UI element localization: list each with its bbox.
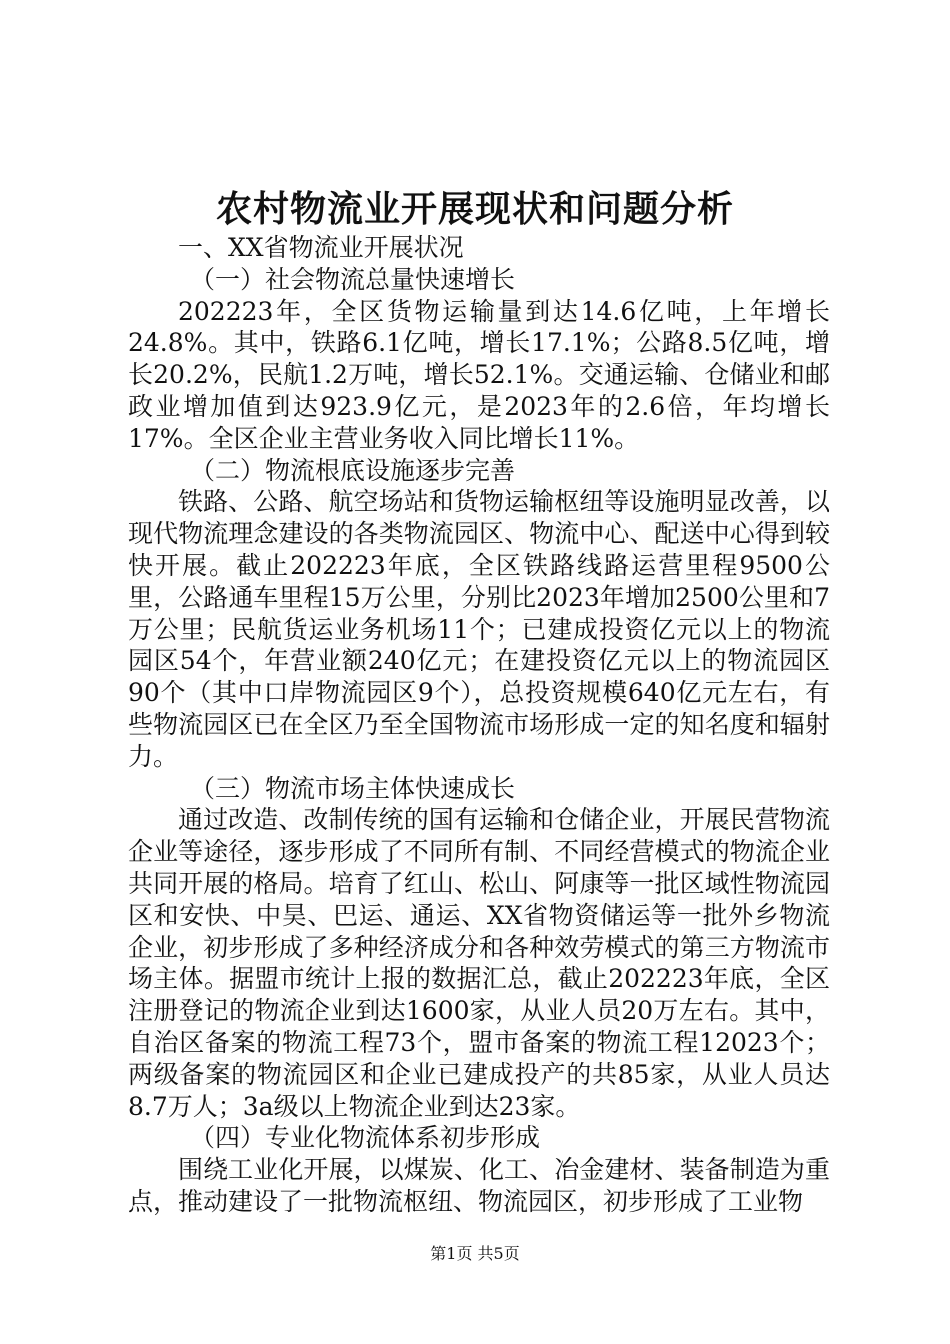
subsection-heading-1: （一）社会物流总量快速增长 xyxy=(190,264,516,294)
section-heading-1: 一、XX省物流业开展状况 xyxy=(178,233,464,262)
document-body xyxy=(128,232,830,1218)
subsection-heading-2: （二）物流根底设施逐步完善 xyxy=(190,455,516,485)
paragraph-3: 通过改造、改制传统的国有运输和仓储企业，开展民营物流企业等途径，逐步形成了不同所有制、不同经营模式的物流企业共同开展的格局。培育了红山、松山、阿康等一批区域性物流园区和安快、中昊、巴运、通运、XX省物资储运等一批外乡物流企业，初步形成了多种经济成分和各种效劳模式的第三方物流市场主体。据盟市统计上报的数据汇总，截止202223年底，全区注册登记的物流企业到达1600家，从业人员20万左右。其中，自治区备案的物流工程73个，盟市备案的物流工程12023个；两级备案的物流园区和企业已建成投产的共85家，从业人员达8.7万人；3a级以上物流企业到达23家。 xyxy=(128,805,830,1121)
page-footer: 第1页 共5页 xyxy=(430,1244,520,1263)
paragraph-4: 围绕工业化开展，以煤炭、化工、冶金建材、装备制造为重点，推动建设了一批物流枢纽、物流园区，初步形成了工业物 xyxy=(128,1155,830,1216)
paragraph-2: 铁路、公路、航空场站和货物运输枢纽等设施明显改善，以现代物流理念建设的各类物流园区、物流中心、配送中心得到较快开展。截止202223年底，全区铁路线路运营里程9500公里，公路通车里程15万公里，分别比2023年增加2500公里和7万公里；民航货运业务机场11个；已建成投资亿元以上的物流园区54个，年营业额240亿元；在建投资亿元以上的物流园区90个（其中口岸物流园区9个），总投资规模640亿元左右，有些物流园区已在全区乃至全国物流市场形成一定的知名度和辐射力。 xyxy=(128,487,830,771)
subsection-heading-4: （四）专业化物流体系初步形成 xyxy=(190,1123,541,1153)
document-title: 农村物流业开展现状和问题分析 xyxy=(215,189,734,230)
subsection-heading-3: （三）物流市场主体快速成长 xyxy=(190,773,516,803)
paragraph-1: 202223年，全区货物运输量到达14.6亿吨，上年增长24.8%。其中，铁路6.1亿吨，增长17.1%；公路8.5亿吨，增长20.2%，民航1.2万吨，增长52.1%。交通运输、仓储业和邮政业增加值到达923.9亿元，是2023年的2.6倍，年均增长17%。全区企业主营业务收入同比增长11%。 xyxy=(128,296,830,453)
